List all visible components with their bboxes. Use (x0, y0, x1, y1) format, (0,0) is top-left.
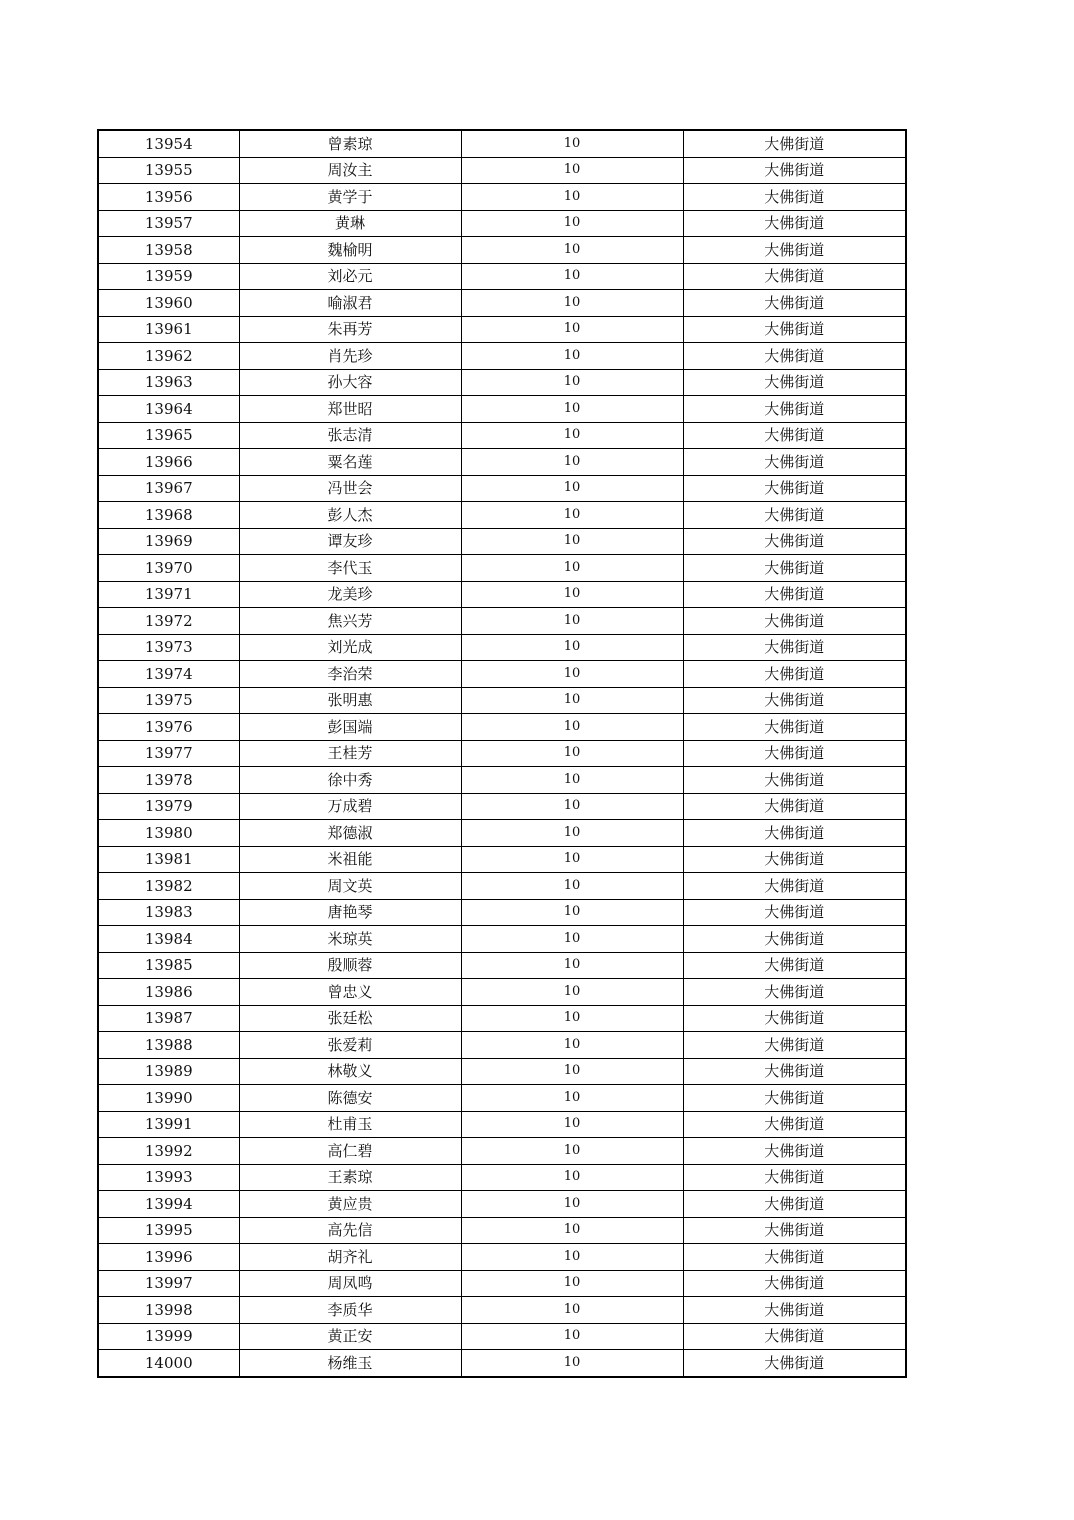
table-row (98, 157, 906, 184)
street-cell: 大佛街道 (683, 157, 906, 184)
name-cell: 黄正安 (239, 1323, 461, 1350)
name-cell: 孙大容 (239, 369, 461, 396)
name-cell: 喻淑君 (239, 290, 461, 317)
table-row (98, 1164, 906, 1191)
street-cell: 大佛街道 (683, 210, 906, 237)
amount-cell: 10 (461, 979, 683, 1006)
amount-cell: 10 (461, 581, 683, 608)
id-cell: 13968 (98, 502, 239, 529)
table-row (98, 263, 906, 290)
table-row (98, 979, 906, 1006)
street-cell: 大佛街道 (683, 661, 906, 688)
amount-cell: 10 (461, 1191, 683, 1218)
name-cell: 王素琼 (239, 1164, 461, 1191)
name-cell: 郑世昭 (239, 396, 461, 423)
street-cell: 大佛街道 (683, 528, 906, 555)
amount-cell: 10 (461, 210, 683, 237)
name-cell: 殷顺蓉 (239, 952, 461, 979)
amount-cell: 10 (461, 1297, 683, 1324)
street-cell: 大佛街道 (683, 846, 906, 873)
name-cell: 王桂芳 (239, 740, 461, 767)
name-cell: 肖先珍 (239, 343, 461, 370)
id-cell: 13985 (98, 952, 239, 979)
id-cell: 13959 (98, 263, 239, 290)
street-cell: 大佛街道 (683, 1350, 906, 1377)
amount-cell: 10 (461, 422, 683, 449)
table-row (98, 661, 906, 688)
street-cell: 大佛街道 (683, 184, 906, 211)
table-row (98, 1350, 906, 1377)
street-cell: 大佛街道 (683, 555, 906, 582)
amount-cell: 10 (461, 608, 683, 635)
name-cell: 黄应贵 (239, 1191, 461, 1218)
street-cell: 大佛街道 (683, 502, 906, 529)
id-cell: 13957 (98, 210, 239, 237)
amount-cell: 10 (461, 1032, 683, 1059)
street-cell: 大佛街道 (683, 634, 906, 661)
id-cell: 13998 (98, 1297, 239, 1324)
table-row (98, 581, 906, 608)
amount-cell: 10 (461, 820, 683, 847)
table-row (98, 1138, 906, 1165)
id-cell: 13976 (98, 714, 239, 741)
street-cell: 大佛街道 (683, 740, 906, 767)
name-cell: 李治荣 (239, 661, 461, 688)
street-cell: 大佛街道 (683, 396, 906, 423)
name-cell: 粟名莲 (239, 449, 461, 476)
name-cell: 张廷松 (239, 1005, 461, 1032)
amount-cell: 10 (461, 1164, 683, 1191)
id-cell: 13995 (98, 1217, 239, 1244)
id-cell: 13963 (98, 369, 239, 396)
name-cell: 刘光成 (239, 634, 461, 661)
table-row (98, 608, 906, 635)
street-cell: 大佛街道 (683, 1085, 906, 1112)
name-cell: 胡齐礼 (239, 1244, 461, 1271)
table-row (98, 714, 906, 741)
table-row (98, 793, 906, 820)
id-cell: 13965 (98, 422, 239, 449)
table-row (98, 1244, 906, 1271)
amount-cell: 10 (461, 1058, 683, 1085)
id-cell: 13979 (98, 793, 239, 820)
id-cell: 13997 (98, 1270, 239, 1297)
id-cell: 13991 (98, 1111, 239, 1138)
table-row (98, 1217, 906, 1244)
street-cell: 大佛街道 (683, 926, 906, 953)
street-cell: 大佛街道 (683, 1270, 906, 1297)
table-row (98, 1323, 906, 1350)
street-cell: 大佛街道 (683, 687, 906, 714)
street-cell: 大佛街道 (683, 263, 906, 290)
table-row (98, 1005, 906, 1032)
name-cell: 郑德淑 (239, 820, 461, 847)
street-cell: 大佛街道 (683, 237, 906, 264)
table-row (98, 873, 906, 900)
table-row (98, 369, 906, 396)
amount-cell: 10 (461, 1270, 683, 1297)
table-row (98, 952, 906, 979)
name-cell: 杜甫玉 (239, 1111, 461, 1138)
street-cell: 大佛街道 (683, 873, 906, 900)
amount-cell: 10 (461, 1323, 683, 1350)
name-cell: 彭人杰 (239, 502, 461, 529)
street-cell: 大佛街道 (683, 793, 906, 820)
amount-cell: 10 (461, 1217, 683, 1244)
street-cell: 大佛街道 (683, 1058, 906, 1085)
street-cell: 大佛街道 (683, 1217, 906, 1244)
street-cell: 大佛街道 (683, 608, 906, 635)
name-cell: 徐中秀 (239, 767, 461, 794)
id-cell: 13960 (98, 290, 239, 317)
id-cell: 13993 (98, 1164, 239, 1191)
name-cell: 张志清 (239, 422, 461, 449)
amount-cell: 10 (461, 184, 683, 211)
id-cell: 13992 (98, 1138, 239, 1165)
roster-table (97, 129, 907, 1378)
name-cell: 焦兴芳 (239, 608, 461, 635)
amount-cell: 10 (461, 316, 683, 343)
name-cell: 李代玉 (239, 555, 461, 582)
name-cell: 张明惠 (239, 687, 461, 714)
street-cell: 大佛街道 (683, 422, 906, 449)
table-row (98, 767, 906, 794)
amount-cell: 10 (461, 740, 683, 767)
street-cell: 大佛街道 (683, 767, 906, 794)
id-cell: 13967 (98, 475, 239, 502)
name-cell: 朱再芳 (239, 316, 461, 343)
name-cell: 黄学于 (239, 184, 461, 211)
amount-cell: 10 (461, 952, 683, 979)
name-cell: 刘必元 (239, 263, 461, 290)
table-row (98, 316, 906, 343)
id-cell: 13990 (98, 1085, 239, 1112)
street-cell: 大佛街道 (683, 1191, 906, 1218)
street-cell: 大佛街道 (683, 714, 906, 741)
table-row (98, 1032, 906, 1059)
amount-cell: 10 (461, 343, 683, 370)
amount-cell: 10 (461, 369, 683, 396)
table-row (98, 555, 906, 582)
amount-cell: 10 (461, 449, 683, 476)
street-cell: 大佛街道 (683, 581, 906, 608)
id-cell: 13975 (98, 687, 239, 714)
id-cell: 14000 (98, 1350, 239, 1377)
table-row (98, 475, 906, 502)
street-cell: 大佛街道 (683, 820, 906, 847)
amount-cell: 10 (461, 130, 683, 157)
street-cell: 大佛街道 (683, 1164, 906, 1191)
name-cell: 龙美珍 (239, 581, 461, 608)
id-cell: 13962 (98, 343, 239, 370)
name-cell: 米琼英 (239, 926, 461, 953)
id-cell: 13977 (98, 740, 239, 767)
amount-cell: 10 (461, 1005, 683, 1032)
amount-cell: 10 (461, 1111, 683, 1138)
table-row (98, 396, 906, 423)
name-cell: 冯世会 (239, 475, 461, 502)
amount-cell: 10 (461, 846, 683, 873)
name-cell: 曾忠义 (239, 979, 461, 1006)
street-cell: 大佛街道 (683, 130, 906, 157)
street-cell: 大佛街道 (683, 475, 906, 502)
street-cell: 大佛街道 (683, 1032, 906, 1059)
street-cell: 大佛街道 (683, 1297, 906, 1324)
id-cell: 13980 (98, 820, 239, 847)
street-cell: 大佛街道 (683, 952, 906, 979)
table-row (98, 290, 906, 317)
name-cell: 米祖能 (239, 846, 461, 873)
id-cell: 13966 (98, 449, 239, 476)
table-row (98, 820, 906, 847)
id-cell: 13970 (98, 555, 239, 582)
name-cell: 林敬义 (239, 1058, 461, 1085)
id-cell: 13988 (98, 1032, 239, 1059)
amount-cell: 10 (461, 475, 683, 502)
id-cell: 13956 (98, 184, 239, 211)
id-cell: 13978 (98, 767, 239, 794)
street-cell: 大佛街道 (683, 1244, 906, 1271)
table-row (98, 1111, 906, 1138)
id-cell: 13983 (98, 899, 239, 926)
table-row (98, 130, 906, 157)
table-row (98, 528, 906, 555)
id-cell: 13972 (98, 608, 239, 635)
id-cell: 13984 (98, 926, 239, 953)
amount-cell: 10 (461, 926, 683, 953)
table-row (98, 926, 906, 953)
id-cell: 13986 (98, 979, 239, 1006)
table-row (98, 184, 906, 211)
table-row (98, 1297, 906, 1324)
table-row (98, 237, 906, 264)
table-row (98, 1191, 906, 1218)
table-row (98, 449, 906, 476)
id-cell: 13974 (98, 661, 239, 688)
amount-cell: 10 (461, 1138, 683, 1165)
table-row (98, 1085, 906, 1112)
amount-cell: 10 (461, 290, 683, 317)
name-cell: 李质华 (239, 1297, 461, 1324)
amount-cell: 10 (461, 634, 683, 661)
id-cell: 13982 (98, 873, 239, 900)
amount-cell: 10 (461, 1244, 683, 1271)
amount-cell: 10 (461, 714, 683, 741)
table-row (98, 343, 906, 370)
name-cell: 万成碧 (239, 793, 461, 820)
table-row (98, 1058, 906, 1085)
amount-cell: 10 (461, 396, 683, 423)
id-cell: 13971 (98, 581, 239, 608)
name-cell: 周凤鸣 (239, 1270, 461, 1297)
name-cell: 唐艳琴 (239, 899, 461, 926)
id-cell: 13994 (98, 1191, 239, 1218)
amount-cell: 10 (461, 1350, 683, 1377)
street-cell: 大佛街道 (683, 343, 906, 370)
table-row (98, 899, 906, 926)
id-cell: 13961 (98, 316, 239, 343)
table-row (98, 502, 906, 529)
id-cell: 13973 (98, 634, 239, 661)
id-cell: 13969 (98, 528, 239, 555)
amount-cell: 10 (461, 873, 683, 900)
amount-cell: 10 (461, 237, 683, 264)
name-cell: 曾素琼 (239, 130, 461, 157)
id-cell: 13999 (98, 1323, 239, 1350)
name-cell: 谭友珍 (239, 528, 461, 555)
id-cell: 13996 (98, 1244, 239, 1271)
amount-cell: 10 (461, 687, 683, 714)
id-cell: 13955 (98, 157, 239, 184)
street-cell: 大佛街道 (683, 1323, 906, 1350)
table-row (98, 846, 906, 873)
amount-cell: 10 (461, 157, 683, 184)
street-cell: 大佛街道 (683, 1005, 906, 1032)
table-row (98, 687, 906, 714)
table-row (98, 210, 906, 237)
id-cell: 13981 (98, 846, 239, 873)
street-cell: 大佛街道 (683, 316, 906, 343)
amount-cell: 10 (461, 555, 683, 582)
amount-cell: 10 (461, 899, 683, 926)
id-cell: 13987 (98, 1005, 239, 1032)
name-cell: 魏榆明 (239, 237, 461, 264)
street-cell: 大佛街道 (683, 369, 906, 396)
street-cell: 大佛街道 (683, 1138, 906, 1165)
amount-cell: 10 (461, 793, 683, 820)
street-cell: 大佛街道 (683, 1111, 906, 1138)
street-cell: 大佛街道 (683, 899, 906, 926)
table-row (98, 740, 906, 767)
street-cell: 大佛街道 (683, 290, 906, 317)
street-cell: 大佛街道 (683, 449, 906, 476)
name-cell: 高先信 (239, 1217, 461, 1244)
table-row (98, 1270, 906, 1297)
roster-table-body (98, 130, 906, 1377)
name-cell: 张爱莉 (239, 1032, 461, 1059)
amount-cell: 10 (461, 661, 683, 688)
table-row (98, 422, 906, 449)
amount-cell: 10 (461, 528, 683, 555)
name-cell: 彭国端 (239, 714, 461, 741)
amount-cell: 10 (461, 1085, 683, 1112)
name-cell: 杨维玉 (239, 1350, 461, 1377)
table-row (98, 634, 906, 661)
name-cell: 周汝主 (239, 157, 461, 184)
amount-cell: 10 (461, 263, 683, 290)
id-cell: 13958 (98, 237, 239, 264)
amount-cell: 10 (461, 502, 683, 529)
name-cell: 陈德安 (239, 1085, 461, 1112)
name-cell: 高仁碧 (239, 1138, 461, 1165)
amount-cell: 10 (461, 767, 683, 794)
name-cell: 黄琳 (239, 210, 461, 237)
id-cell: 13964 (98, 396, 239, 423)
id-cell: 13989 (98, 1058, 239, 1085)
id-cell: 13954 (98, 130, 239, 157)
name-cell: 周文英 (239, 873, 461, 900)
street-cell: 大佛街道 (683, 979, 906, 1006)
